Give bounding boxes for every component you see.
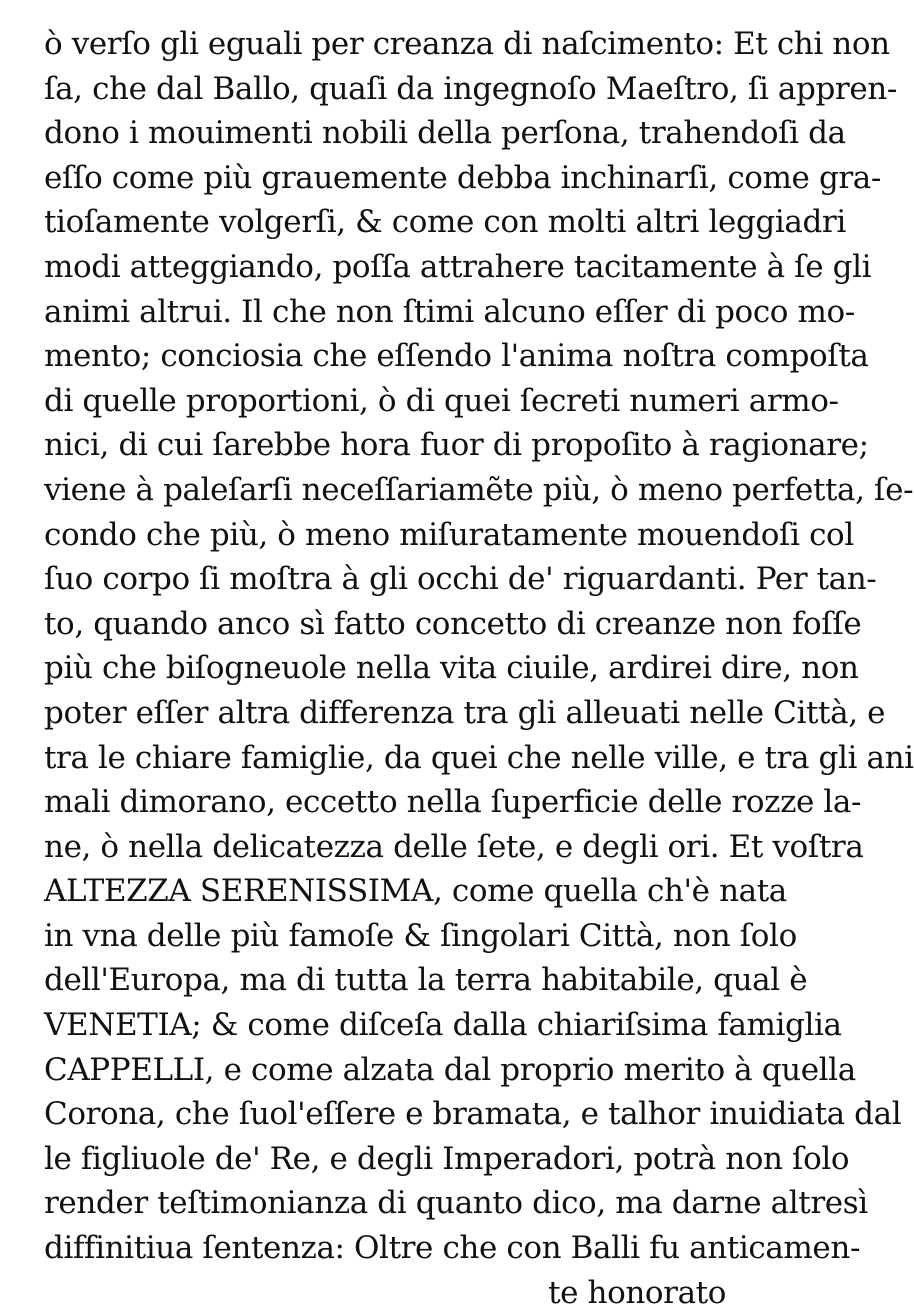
text-line: poter eſſer altra differenza tra gli alleuati nelle Città, e [44, 694, 886, 731]
text-line: dono i mouimenti nobili della perſona, trahendoſi da [44, 115, 846, 152]
text-line: ò verſo gli eguali per creanza di naſcimento: Et chi non [44, 26, 890, 62]
text-line: ALTEZZA SERENISSIMA, come quella ch'è nata [44, 873, 787, 910]
text-block [44, 22, 914, 1315]
text-line: ſuo corpo ſi moſtra à gli occhi de' riguardanti. Per tan- [44, 561, 877, 598]
text-line: mali dimorano, eccetto nella ſuperficie delle rozze la- [44, 784, 862, 821]
text-line: tra le chiare famiglie, da quei che nelle ville, e tra gli ani [44, 739, 914, 776]
text-line: CAPPELLI, e come alzata dal proprio merito à quella [44, 1051, 856, 1088]
text-line: ſa, che dal Ballo, quaſi da ingegnoſo Maeſtro, ſi appren- [44, 70, 897, 107]
text-line: VENETIA; & come diſceſa dalla chiariſsima famiglia [44, 1007, 842, 1044]
text-line: più che biſogneuole nella vita ciuile, ardirei dire, non [44, 650, 859, 687]
text-line: nici, di cui ſarebbe hora fuor di propoſito à ragionare; [44, 427, 869, 464]
text-line: viene à paleſarſi neceſſariamẽte più, ò meno perfetta, ſe- [44, 471, 914, 508]
text-line: dell'Europa, ma di tutta la terra habitabile, qual è [44, 962, 808, 999]
text-line: Corona, che ſuol'eſſere e bramata, e talhor inuidiata dal [44, 1096, 902, 1133]
text-line: tioſamente volgerſi, & come con molti altri leggiadri [44, 204, 846, 241]
text-line: le figliuole de' Re, e degli Imperadori, potrà non ſolo [44, 1140, 850, 1177]
catchword-line: te honorato [548, 1274, 726, 1311]
text-line: ne, ò nella delicatezza delle ſete, e degli ori. Et voſtra [44, 828, 864, 865]
text-line: render teſtimonianza di quanto dico, ma darne altresì [44, 1185, 868, 1222]
text-line: animi altrui. Il che non ſtimi alcuno eſſer di poco mo- [44, 293, 855, 330]
text-line: in vna delle più famoſe & ſingolari Città, non ſolo [44, 917, 797, 954]
text-line: di quelle proportioni, ò di quei ſecreti numeri armo- [44, 382, 839, 419]
text-line: modi atteggiando, poſſa attrahere tacitamente à ſe gli [44, 248, 872, 285]
text-line: eſſo come più grauemente debba inchinarſi, come gra- [44, 159, 881, 196]
text-line: to, quando anco sì fatto concetto di creanze non foſſe [44, 605, 862, 642]
text-line: diffinitiua ſentenza: Oltre che con Balli fu anticamen- [44, 1230, 861, 1267]
text-line: mento; conciosia che eſſendo l'anima noſtra compoſta [44, 338, 869, 375]
text-line: condo che più, ò meno miſuratamente mouendoſi col [44, 516, 854, 553]
